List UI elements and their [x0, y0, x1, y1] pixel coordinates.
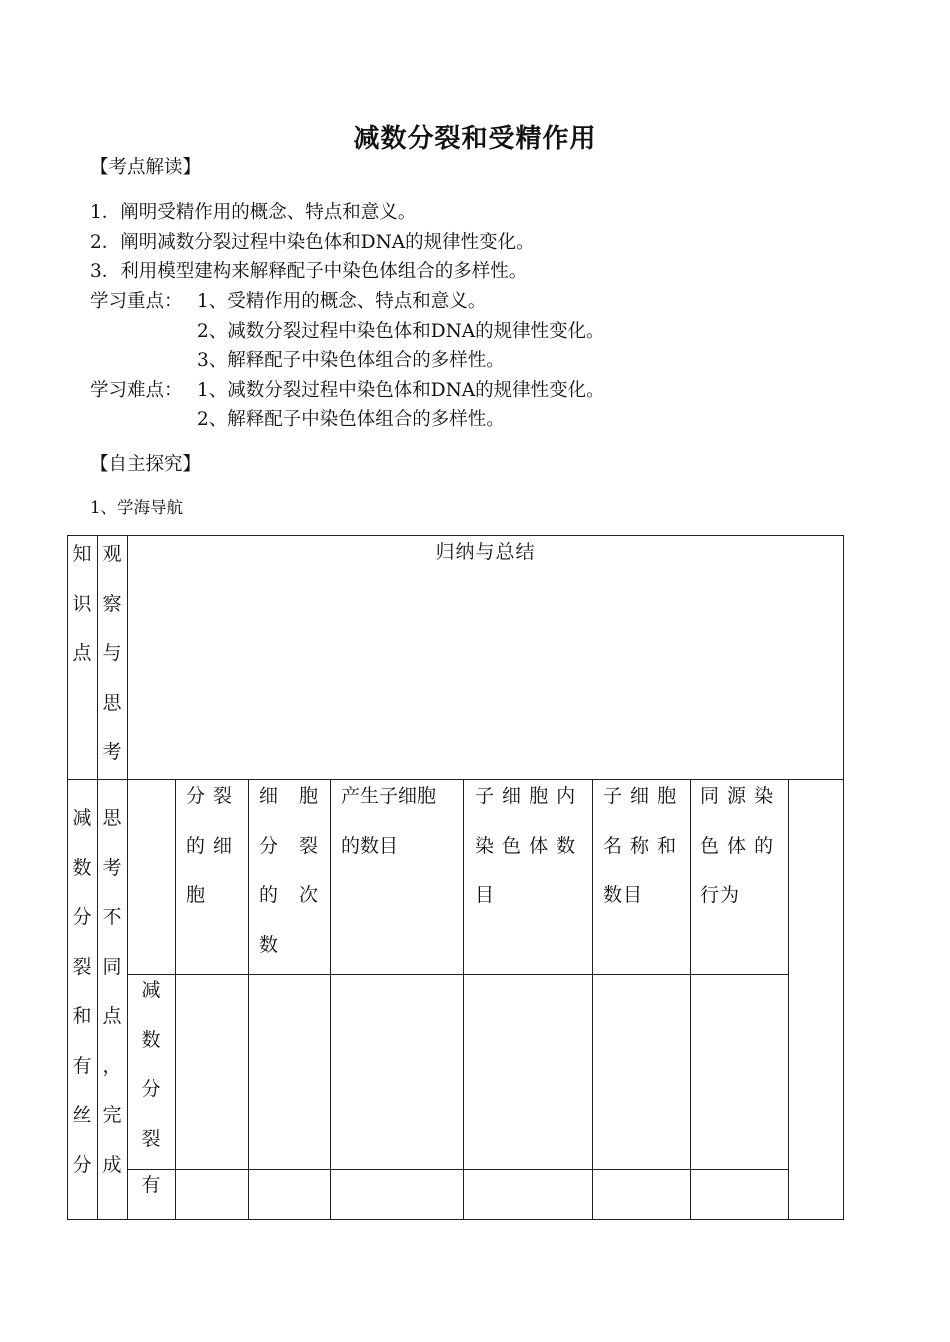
key-point-item: 3、解释配子中染色体组合的多样性。	[197, 350, 505, 371]
difficult-point-item: 2、解释配子中染色体组合的多样性。	[197, 409, 505, 430]
page-title: 减数分裂和受精作用	[353, 124, 597, 154]
row-label-mitosis: 有	[141, 1174, 161, 1196]
key-point-item: 2、减数分裂过程中染色体和DNA的规律性变化。	[197, 321, 605, 342]
row-label-meiosis-mitosis: 减 数 分 裂 和 有 丝 分	[72, 807, 92, 1176]
difficult-points-label: 学习难点：	[90, 380, 183, 401]
header-observe-think: 观 察 与 思 考	[102, 543, 122, 763]
header-summary: 归纳与总结	[435, 541, 536, 563]
sub-heading-guide: 1、学海导航	[90, 498, 183, 517]
col-header-homologous-behavior: 同 源 染 色 体 的 行为	[700, 785, 775, 906]
key-point-item: 1、受精作用的概念、特点和意义。	[197, 291, 487, 312]
section-heading-exam-points: 【考点解读】	[90, 157, 202, 178]
difficult-point-item: 1、减数分裂过程中染色体和DNA的规律性变化。	[197, 380, 605, 401]
exam-point-item: 2．阐明减数分裂过程中染色体和DNA的规律性变化。	[90, 232, 535, 253]
col-header-daughter-cell-count: 产生子细胞 的数目	[341, 785, 437, 857]
col-header-division-count: 细 胞 分 裂 的 次 数	[259, 785, 320, 956]
col-header-chromosome-count: 子 细 胞 内 染 色 体 数 目	[475, 785, 577, 906]
exam-point-item: 1．阐明受精作用的概念、特点和意义。	[90, 202, 417, 223]
exam-point-item: 3．利用模型建构来解释配子中染色体组合的多样性。	[90, 261, 528, 282]
col-header-dividing-cell: 分 裂 的 细 胞	[186, 785, 234, 906]
row-label-think-differences: 思 考 不 同 点 ， 完 成	[102, 807, 122, 1176]
col-header-daughter-cell-name: 子 细 胞 名 称 和 数目	[603, 785, 678, 906]
section-heading-self-study: 【自主探究】	[90, 454, 202, 475]
header-knowledge-point: 知 识 点	[72, 543, 92, 664]
key-points-label: 学习重点：	[90, 291, 183, 312]
row-label-meiosis: 减 数 分 裂	[141, 979, 161, 1150]
